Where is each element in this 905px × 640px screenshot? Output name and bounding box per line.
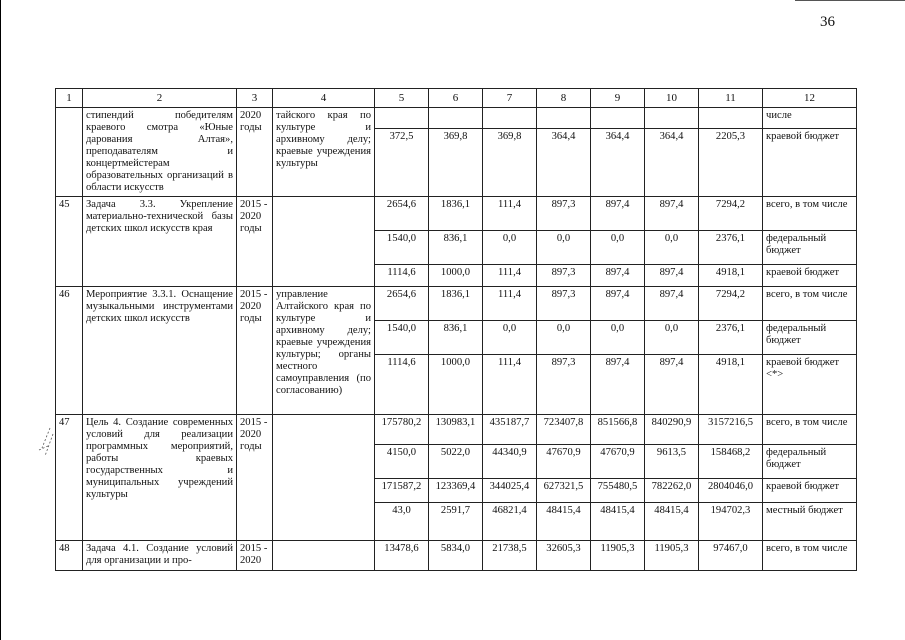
value-cell: 836,1 [429,321,483,355]
value-cell: 0,0 [537,321,591,355]
value-cell: 0,0 [537,231,591,265]
value-cell: 1540,0 [375,231,429,265]
header-cell: 6 [429,89,483,108]
row-name-cell: Мероприятие 3.3.1. Оснащение музыкальными инструментами детских школ искусств [83,287,237,415]
value-cell: 21738,5 [483,541,537,571]
value-cell [483,108,537,129]
value-cell: 4150,0 [375,445,429,479]
row-name-cell: стипендий победителям краевого смотра «Юные дарования Алтая», преподавателям и концертмейстерам образовательных организаций в области искусств [83,108,237,197]
value-cell: 372,5 [375,128,429,196]
value-cell: 836,1 [429,231,483,265]
value-cell: 2654,6 [375,197,429,231]
value-cell [375,108,429,129]
value-cell: 0,0 [645,231,699,265]
page-number: 36 [820,14,835,30]
header-cell: 8 [537,89,591,108]
value-cell [645,108,699,129]
row-name-cell: Цель 4. Создание современных условий для реализации программных мероприятий, работы краевых государственных и муниципальных учреждений культуры [83,415,237,541]
value-cell: 130983,1 [429,415,483,445]
table-row [56,541,857,571]
value-cell: 47670,9 [537,445,591,479]
row-number-cell: 45 [56,197,83,287]
value-cell [699,108,763,129]
row-name-cell: Задача 3.3. Укрепление материально-технической базы детских школ искусств края [83,197,237,287]
value-cell: 1000,0 [429,355,483,415]
header-cell: 4 [273,89,375,108]
value-cell: 364,4 [591,128,645,196]
budget-table [55,88,857,571]
pencil-mark [36,426,56,462]
value-cell: 123369,4 [429,479,483,503]
value-cell: 11905,3 [591,541,645,571]
value-cell: 3157216,5 [699,415,763,445]
value-cell: 0,0 [591,321,645,355]
value-cell: 48415,4 [591,503,645,541]
value-cell: 2376,1 [699,231,763,265]
value-cell: 435187,7 [483,415,537,445]
row-executor-cell: управление Алтайского края по культуре и архивному делу; краевые учреждения культуры; органы местного самоуправления (по согласованию) [273,287,375,415]
row-executor-cell: тайского края по культуре и архивному делу; краевые учреждения культуры [273,108,375,197]
header-cell: 2 [83,89,237,108]
value-cell: 13478,6 [375,541,429,571]
value-cell: 897,4 [591,197,645,231]
value-cell: 171587,2 [375,479,429,503]
value-cell: 44340,9 [483,445,537,479]
value-cell: 723407,8 [537,415,591,445]
value-cell: 111,4 [483,287,537,321]
table-row [56,287,857,321]
value-cell: 1114,6 [375,355,429,415]
value-cell: 897,3 [537,197,591,231]
value-cell: 897,4 [645,355,699,415]
source-cell: всего, в том числе [763,541,857,571]
value-cell: 897,4 [645,265,699,287]
source-cell: всего, в том числе [763,415,857,445]
value-cell: 0,0 [483,321,537,355]
value-cell: 4918,1 [699,265,763,287]
row-number-cell: 47 [56,415,83,541]
source-cell: федеральный бюджет [763,321,857,355]
value-cell: 111,4 [483,355,537,415]
value-cell: 0,0 [591,231,645,265]
source-cell: федеральный бюджет [763,445,857,479]
value-cell: 897,3 [537,265,591,287]
header-cell: 10 [645,89,699,108]
row-number-cell: 46 [56,287,83,415]
value-cell: 627321,5 [537,479,591,503]
value-cell: 0,0 [483,231,537,265]
value-cell: 111,4 [483,197,537,231]
source-cell: краевой бюджет <*> [763,355,857,415]
value-cell: 897,3 [537,287,591,321]
value-cell: 175780,2 [375,415,429,445]
row-period-cell: 2015 - 2020 годы [237,287,273,415]
row-name-cell: Задача 4.1. Создание условий для организации и про- [83,541,237,571]
value-cell: 111,4 [483,265,537,287]
value-cell: 897,4 [591,355,645,415]
row-executor-cell [273,415,375,541]
value-cell: 11905,3 [645,541,699,571]
source-cell: местный бюджет [763,503,857,541]
header-cell: 12 [763,89,857,108]
header-row [56,89,857,108]
table-row [56,108,857,129]
row-period-cell: 2015 - 2020 годы [237,197,273,287]
value-cell: 2376,1 [699,321,763,355]
value-cell: 7294,2 [699,287,763,321]
row-number-cell [56,108,83,197]
value-cell: 364,4 [645,128,699,196]
source-cell: краевой бюджет [763,479,857,503]
value-cell: 369,8 [483,128,537,196]
value-cell: 897,4 [591,287,645,321]
value-cell: 2591,7 [429,503,483,541]
value-cell [537,108,591,129]
value-cell: 897,4 [645,287,699,321]
value-cell: 755480,5 [591,479,645,503]
value-cell: 1836,1 [429,287,483,321]
value-cell: 158468,2 [699,445,763,479]
value-cell: 782262,0 [645,479,699,503]
value-cell [429,108,483,129]
header-cell: 9 [591,89,645,108]
value-cell: 897,4 [645,197,699,231]
header-cell: 5 [375,89,429,108]
value-cell: 48415,4 [537,503,591,541]
row-period-cell: 2020 годы [237,108,273,197]
row-number-cell: 48 [56,541,83,571]
value-cell: 47670,9 [591,445,645,479]
header-cell: 11 [699,89,763,108]
value-cell: 5834,0 [429,541,483,571]
value-cell: 97467,0 [699,541,763,571]
source-cell: всего, в том числе [763,287,857,321]
header-cell: 3 [237,89,273,108]
value-cell: 2654,6 [375,287,429,321]
value-cell: 2804046,0 [699,479,763,503]
value-cell: 1114,6 [375,265,429,287]
header-cell: 7 [483,89,537,108]
value-cell: 0,0 [645,321,699,355]
value-cell: 1540,0 [375,321,429,355]
value-cell: 1836,1 [429,197,483,231]
value-cell: 7294,2 [699,197,763,231]
source-cell: краевой бюджет [763,265,857,287]
value-cell: 5022,0 [429,445,483,479]
value-cell: 194702,3 [699,503,763,541]
value-cell: 1000,0 [429,265,483,287]
row-period-cell: 2015 - 2020 годы [237,415,273,541]
header-cell: 1 [56,89,83,108]
row-executor-cell [273,541,375,571]
value-cell: 364,4 [537,128,591,196]
value-cell: 369,8 [429,128,483,196]
source-cell: числе [763,108,857,129]
value-cell: 2205,3 [699,128,763,196]
table-row [56,197,857,231]
value-cell: 897,4 [591,265,645,287]
row-period-cell: 2015 - 2020 [237,541,273,571]
value-cell: 43,0 [375,503,429,541]
value-cell [591,108,645,129]
source-cell: краевой бюджет [763,128,857,196]
scan-top-edge [795,0,905,1]
source-cell: всего, в том числе [763,197,857,231]
value-cell: 46821,4 [483,503,537,541]
scan-left-edge [0,0,1,640]
value-cell: 48415,4 [645,503,699,541]
value-cell: 9613,5 [645,445,699,479]
row-executor-cell [273,197,375,287]
value-cell: 897,3 [537,355,591,415]
value-cell: 4918,1 [699,355,763,415]
value-cell: 840290,9 [645,415,699,445]
value-cell: 344025,4 [483,479,537,503]
value-cell: 851566,8 [591,415,645,445]
value-cell: 32605,3 [537,541,591,571]
table-row [56,415,857,445]
source-cell: федеральный бюджет [763,231,857,265]
